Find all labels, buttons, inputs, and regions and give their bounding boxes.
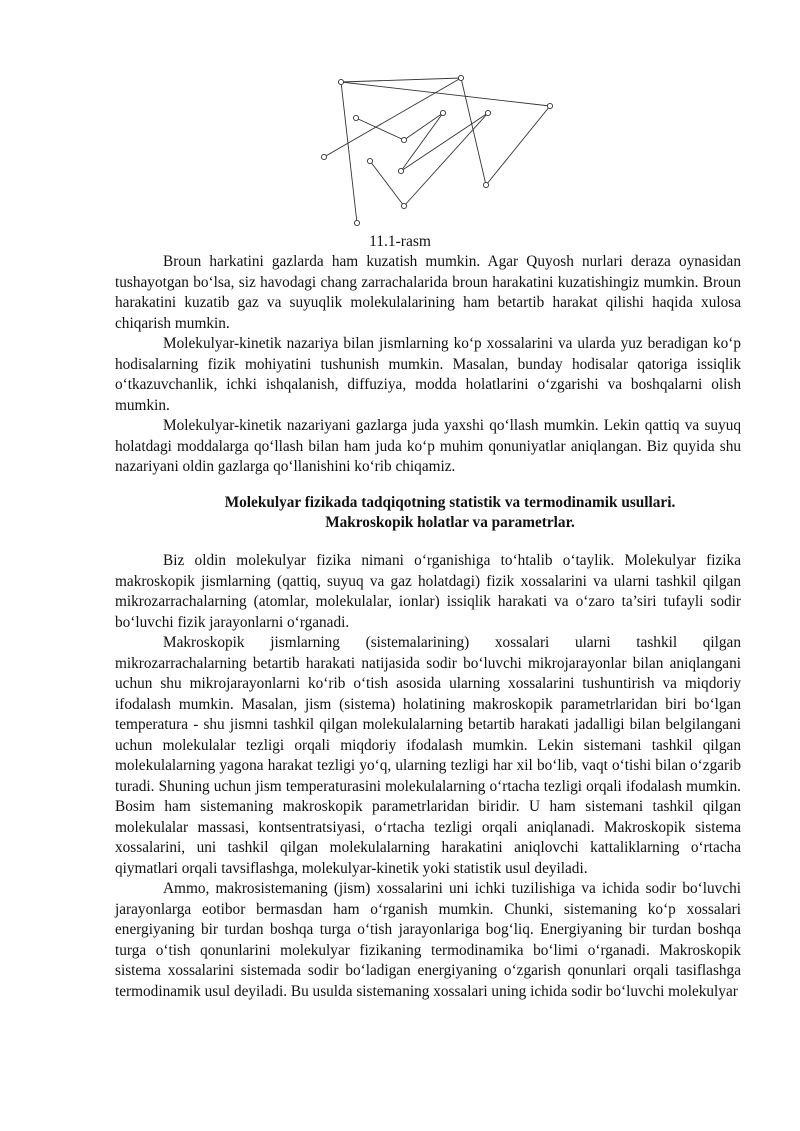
section-heading bbox=[115, 493, 785, 533]
paragraph: Molekulyar-kinetik nazariyani gazlarga juda yaxshi qo‘llash mumkin. Lekin qattiq va suyuq holatdagi moddalarga qo‘llash bilan ham juda ko‘p muhim qonuniyatlar aniqlangan. Biz quyida shu nazariyani oldin gazlarga qo‘llanishini ko‘rib chiqamiz. bbox=[115, 417, 741, 475]
brownian-motion-figure bbox=[300, 62, 580, 232]
particle-position bbox=[398, 168, 403, 173]
paragraph: Broun harkatini gazlarda ham kuzatish mumkin. Agar Quyosh nurlari deraza oynasidan tushayotgan bo‘lsa, siz havodagi chang zarrachalarida broun harakatini kuzatishingiz mumkin. Broun harakatini kuzatib gaz va suyuqlik molekulalarining ham betartib harakat qilishi haqida xulosa chiqarish mumkin. bbox=[115, 253, 741, 332]
particle-position bbox=[547, 103, 552, 108]
section-heading-line2: Makroskopik holatlar va parametrlar. bbox=[325, 514, 575, 531]
trajectory-segment bbox=[401, 113, 488, 171]
paragraph: Ammo, makrosistemaning (jism) xossalarini uni ichki tuzilishiga va ichida sodir bo‘luvchi jarayonlarga eotibor bermasdan ham o‘rganish mumkin. Chunki, sistemaning ko‘p xossalari energiyaning bir turdan boshqa turga o‘tish jarayonlariga bog‘liq. Energiyaning bir turdan boshqa turga o‘tish qonunlarini molekulyar fizikaning termodinamika bo‘limi o‘rganadi. Makroskopik sistema xossalarini sistemada sodir bo‘ladigan energiyaning o‘zgarish qonunlari orqali tasiflashga termodinamik usul deyiladi. Bu usulda sistemaning xossalari uning ichida sodir bo‘luvchi molekulyar bbox=[115, 880, 741, 1000]
particle-position bbox=[458, 75, 463, 80]
paragraph-group-intro bbox=[115, 252, 741, 478]
trajectory-segment bbox=[461, 78, 486, 185]
trajectory-segment bbox=[356, 118, 404, 140]
trajectory-segment bbox=[404, 113, 488, 206]
particle-position bbox=[338, 79, 343, 84]
particle-position bbox=[440, 110, 445, 115]
particle-position bbox=[353, 115, 358, 120]
trajectory-segment bbox=[401, 113, 443, 171]
particle-position bbox=[401, 137, 406, 142]
trajectory-segment bbox=[341, 82, 357, 223]
trajectory-segment bbox=[341, 78, 461, 82]
trajectory-segment bbox=[486, 106, 550, 185]
paragraph-group-main bbox=[115, 551, 741, 1002]
particle-position bbox=[354, 220, 359, 225]
trajectory-segment bbox=[370, 161, 404, 206]
paragraph: Biz oldin molekulyar fizika nimani o‘rganishiga to‘htalib o‘taylik. Molekulyar fizika makroskopik jismlarning (qattiq, suyuq va gaz holatdagi) fizik xossalarini va ularni tashkil qilgan mikrozarrachalarning (atomlar, molekulalar, ionlar) issiqlik harakati va o‘zaro ta’siri tufayli sodir bo‘luvchi fizik jarayonlarni o‘rganadi. bbox=[115, 552, 741, 631]
trajectory-segment bbox=[404, 113, 443, 140]
particle-position bbox=[367, 158, 372, 163]
particle-position bbox=[483, 182, 488, 187]
paragraph: Makroskopik jismlarning (sistemalarining) xossalari ularni tashkil qilgan mikrozarrachalarning betartib harakati natijasida sodir bo‘luvchi mikrojarayonlar bilan aniqlangani uchun shu mikrojarayonlarni ko‘rib o‘tish asosida ularning xossalarini tushuntirish va miqdoriy ifodalash mumkin. Masalan, jism (sistema) holatining makroskopik parametrlaridan biri bo‘lgan temperatura - shu jismni tashkil qilgan molekulalarning betartib harakati jadalligi bilan belgilangani uchun molekulalar tezligi orqali miqdoriy ifodalash mumkin. Lekin sistemani tashkil qilgan molekulalarning yagona harakat tezligi yo‘q, ularning tezligi har xil bo‘lib, vaqt o‘tishi bilan o‘zgarib turadi. Shuning uchun jism temperaturasini molekulalarning o‘rtacha tezligi orqali ifodalash mumkin. Bosim ham sistemaning makroskopik parametrlaridan biridir. U ham sistemani tashkil qilgan molekulalar massasi, kontsentratsiyasi, o‘rtacha tezligi orqali aniqlanadi. Makroskopik sistema xossalarini, uni tashkil qilgan molekulalarning harakatini aniqlovchi kattaliklarning o‘rtacha qiymatlari orqali tavsiflashga, molekulyar-kinetik yoki statistik usul deyiladi. bbox=[115, 634, 741, 877]
section-heading-line1: Molekulyar fizikada tadqiqotning statistik va termodinamik usullari. bbox=[224, 494, 676, 511]
particle-position bbox=[485, 110, 490, 115]
particle-position bbox=[401, 203, 406, 208]
trajectory-segment bbox=[341, 82, 550, 106]
figure-caption: 11.1-rasm bbox=[369, 233, 431, 250]
particle-position bbox=[321, 154, 326, 159]
paragraph: Molekulyar-kinetik nazariya bilan jismlarning ko‘p xossalarini va ularda yuz beradigan ko‘p hodisalarning fizik mohiyatini tushunish mumkin. Masalan, bunday hodisalar qatoriga issiqlik o‘tkazuvchanlik, ichki ishqalanish, diffuziya, modda holatlarini o‘zgarishi va boshqalarni olish mumkin. bbox=[115, 335, 741, 414]
